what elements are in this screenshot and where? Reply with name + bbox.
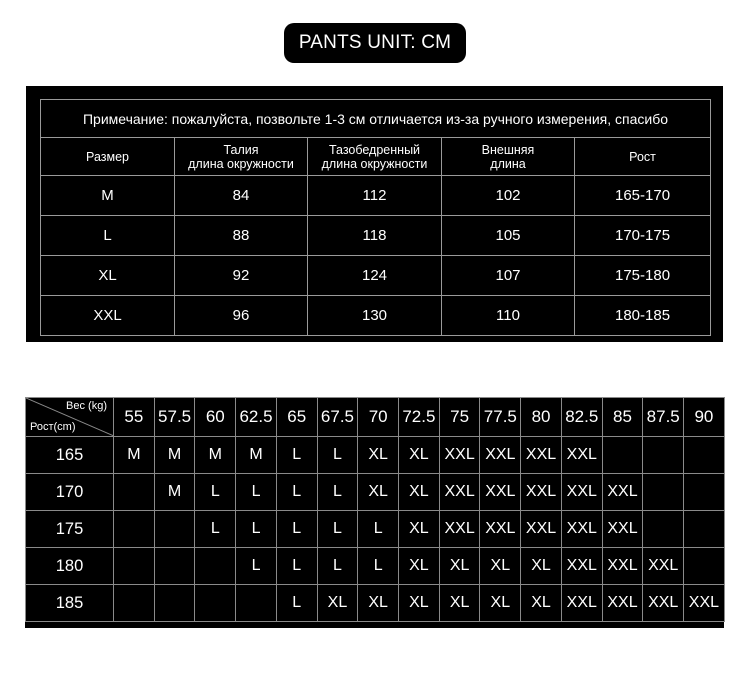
recommended-size-cell [154, 548, 195, 585]
recommended-size-cell: XXL [439, 511, 480, 548]
recommended-size-cell: XXL [561, 511, 602, 548]
weight-header-cell: 85 [602, 398, 643, 437]
height-cell: 170 [26, 474, 114, 511]
recommended-size-cell [643, 511, 684, 548]
recommended-size-cell: L [276, 474, 317, 511]
weight-header-cell: 62.5 [236, 398, 277, 437]
recommended-size-cell: L [317, 511, 358, 548]
measurement-note: Примечание: пожалуйста, позвольте 1-3 см отличается из-за ручного измерения, спасибо [41, 100, 711, 138]
recommended-size-cell: M [154, 474, 195, 511]
weight-header-cell: 60 [195, 398, 236, 437]
hip-cell: 130 [308, 296, 442, 336]
size-cell: L [41, 216, 175, 256]
recommended-size-cell: L [358, 548, 399, 585]
weight-header-cell: 82.5 [561, 398, 602, 437]
recommended-size-cell: XXL [439, 437, 480, 474]
weight-header-cell: 75 [439, 398, 480, 437]
recommended-size-cell: L [317, 548, 358, 585]
height-row [26, 585, 725, 622]
weight-header-row [26, 398, 725, 437]
recommended-size-cell [684, 474, 725, 511]
recommended-size-cell: M [114, 437, 155, 474]
recommended-size-cell: L [358, 511, 399, 548]
recommended-size-cell: M [195, 437, 236, 474]
recommended-size-cell: XL [480, 585, 521, 622]
length-cell: 107 [442, 256, 575, 296]
size-cell: M [41, 176, 175, 216]
recommended-size-cell [684, 437, 725, 474]
weight-height-table [25, 397, 725, 622]
weight-header-cell: 80 [521, 398, 562, 437]
recommended-size-cell: M [236, 437, 277, 474]
weight-label: Вес (kg) [66, 400, 107, 412]
hip-cell: 112 [308, 176, 442, 216]
recommended-size-cell: XXL [561, 585, 602, 622]
height-cell: 165-170 [575, 176, 711, 216]
recommended-size-cell: L [195, 474, 236, 511]
size-row [41, 296, 711, 336]
header-height: Рост [575, 138, 711, 176]
recommended-size-cell: XXL [561, 437, 602, 474]
header-waist-text: Талия длина окружности [188, 142, 294, 171]
recommended-size-cell [643, 474, 684, 511]
size-row [41, 176, 711, 216]
recommended-size-cell: XL [439, 585, 480, 622]
recommended-size-cell: L [236, 548, 277, 585]
recommended-size-cell: L [276, 585, 317, 622]
weight-header-cell: 57.5 [154, 398, 195, 437]
weight-height-panel [25, 397, 724, 628]
recommended-size-cell: XXL [521, 437, 562, 474]
recommended-size-cell [195, 548, 236, 585]
recommended-size-cell: XL [399, 585, 440, 622]
recommended-size-cell [114, 511, 155, 548]
header-length [442, 138, 575, 176]
weight-header-cell: 70 [358, 398, 399, 437]
recommended-size-cell: XL [439, 548, 480, 585]
header-hip [308, 138, 442, 176]
height-cell: 185 [26, 585, 114, 622]
recommended-size-cell: XXL [480, 437, 521, 474]
recommended-size-cell: XXL [643, 585, 684, 622]
recommended-size-cell: XXL [521, 511, 562, 548]
recommended-size-cell: XXL [561, 474, 602, 511]
recommended-size-cell: XXL [561, 548, 602, 585]
recommended-size-cell: XL [358, 585, 399, 622]
size-row [41, 216, 711, 256]
recommended-size-cell: XL [480, 548, 521, 585]
size-chart-panel [26, 86, 723, 342]
height-row [26, 511, 725, 548]
recommended-size-cell [602, 437, 643, 474]
weight-header-cell: 90 [684, 398, 725, 437]
recommended-size-cell: XL [399, 437, 440, 474]
length-cell: 110 [442, 296, 575, 336]
recommended-size-cell: XXL [602, 585, 643, 622]
recommended-size-cell: XXL [684, 585, 725, 622]
recommended-size-cell [114, 474, 155, 511]
recommended-size-cell: L [276, 548, 317, 585]
recommended-size-cell: XXL [439, 474, 480, 511]
length-cell: 102 [442, 176, 575, 216]
weight-header-cell: 65 [276, 398, 317, 437]
hip-cell: 124 [308, 256, 442, 296]
weight-header-cell: 77.5 [480, 398, 521, 437]
recommended-size-cell: XXL [480, 474, 521, 511]
height-cell: 180-185 [575, 296, 711, 336]
recommended-size-cell: XXL [480, 511, 521, 548]
recommended-size-cell [684, 548, 725, 585]
recommended-size-cell: L [276, 511, 317, 548]
recommended-size-cell [195, 585, 236, 622]
recommended-size-cell [154, 511, 195, 548]
recommended-size-cell: XL [358, 474, 399, 511]
header-hip-text: Тазобедренный длина окружности [321, 142, 428, 171]
recommended-size-cell: XL [317, 585, 358, 622]
recommended-size-cell: L [317, 474, 358, 511]
height-cell: 175-180 [575, 256, 711, 296]
waist-cell: 92 [175, 256, 308, 296]
weight-header-cell: 55 [114, 398, 155, 437]
recommended-size-cell: L [276, 437, 317, 474]
recommended-size-cell: L [236, 474, 277, 511]
header-waist [175, 138, 308, 176]
waist-cell: 96 [175, 296, 308, 336]
header-length-text: Внешняя длина [481, 142, 535, 171]
weight-header-cell: 87.5 [643, 398, 684, 437]
recommended-size-cell: XL [358, 437, 399, 474]
waist-cell: 84 [175, 176, 308, 216]
height-row [26, 437, 725, 474]
recommended-size-cell: XL [399, 548, 440, 585]
height-cell: 180 [26, 548, 114, 585]
size-row [41, 256, 711, 296]
recommended-size-cell: XXL [602, 548, 643, 585]
weight-header-cell: 72.5 [399, 398, 440, 437]
recommended-size-cell [114, 548, 155, 585]
height-row [26, 474, 725, 511]
header-size: Размер [41, 138, 175, 176]
hip-cell: 118 [308, 216, 442, 256]
recommended-size-cell: XL [399, 511, 440, 548]
recommended-size-cell [684, 511, 725, 548]
recommended-size-cell: XXL [602, 511, 643, 548]
recommended-size-cell: XL [521, 548, 562, 585]
recommended-size-cell: XL [399, 474, 440, 511]
length-cell: 105 [442, 216, 575, 256]
height-label: Рост(cm) [30, 421, 76, 433]
recommended-size-cell: L [236, 511, 277, 548]
weight-header-cell: 67.5 [317, 398, 358, 437]
recommended-size-cell: XXL [643, 548, 684, 585]
recommended-size-cell [154, 585, 195, 622]
recommended-size-cell: XXL [602, 474, 643, 511]
size-cell: XL [41, 256, 175, 296]
waist-cell: 88 [175, 216, 308, 256]
recommended-size-cell [114, 585, 155, 622]
recommended-size-cell [236, 585, 277, 622]
size-cell: XXL [41, 296, 175, 336]
recommended-size-cell: XXL [521, 474, 562, 511]
recommended-size-cell [643, 437, 684, 474]
height-cell: 165 [26, 437, 114, 474]
height-row [26, 548, 725, 585]
recommended-size-cell: L [195, 511, 236, 548]
recommended-size-cell: L [317, 437, 358, 474]
page-title: PANTS UNIT: CM [284, 23, 466, 63]
height-cell: 175 [26, 511, 114, 548]
height-cell: 170-175 [575, 216, 711, 256]
size-chart-table [40, 99, 711, 336]
recommended-size-cell: M [154, 437, 195, 474]
corner-cell [26, 398, 114, 437]
recommended-size-cell: XL [521, 585, 562, 622]
